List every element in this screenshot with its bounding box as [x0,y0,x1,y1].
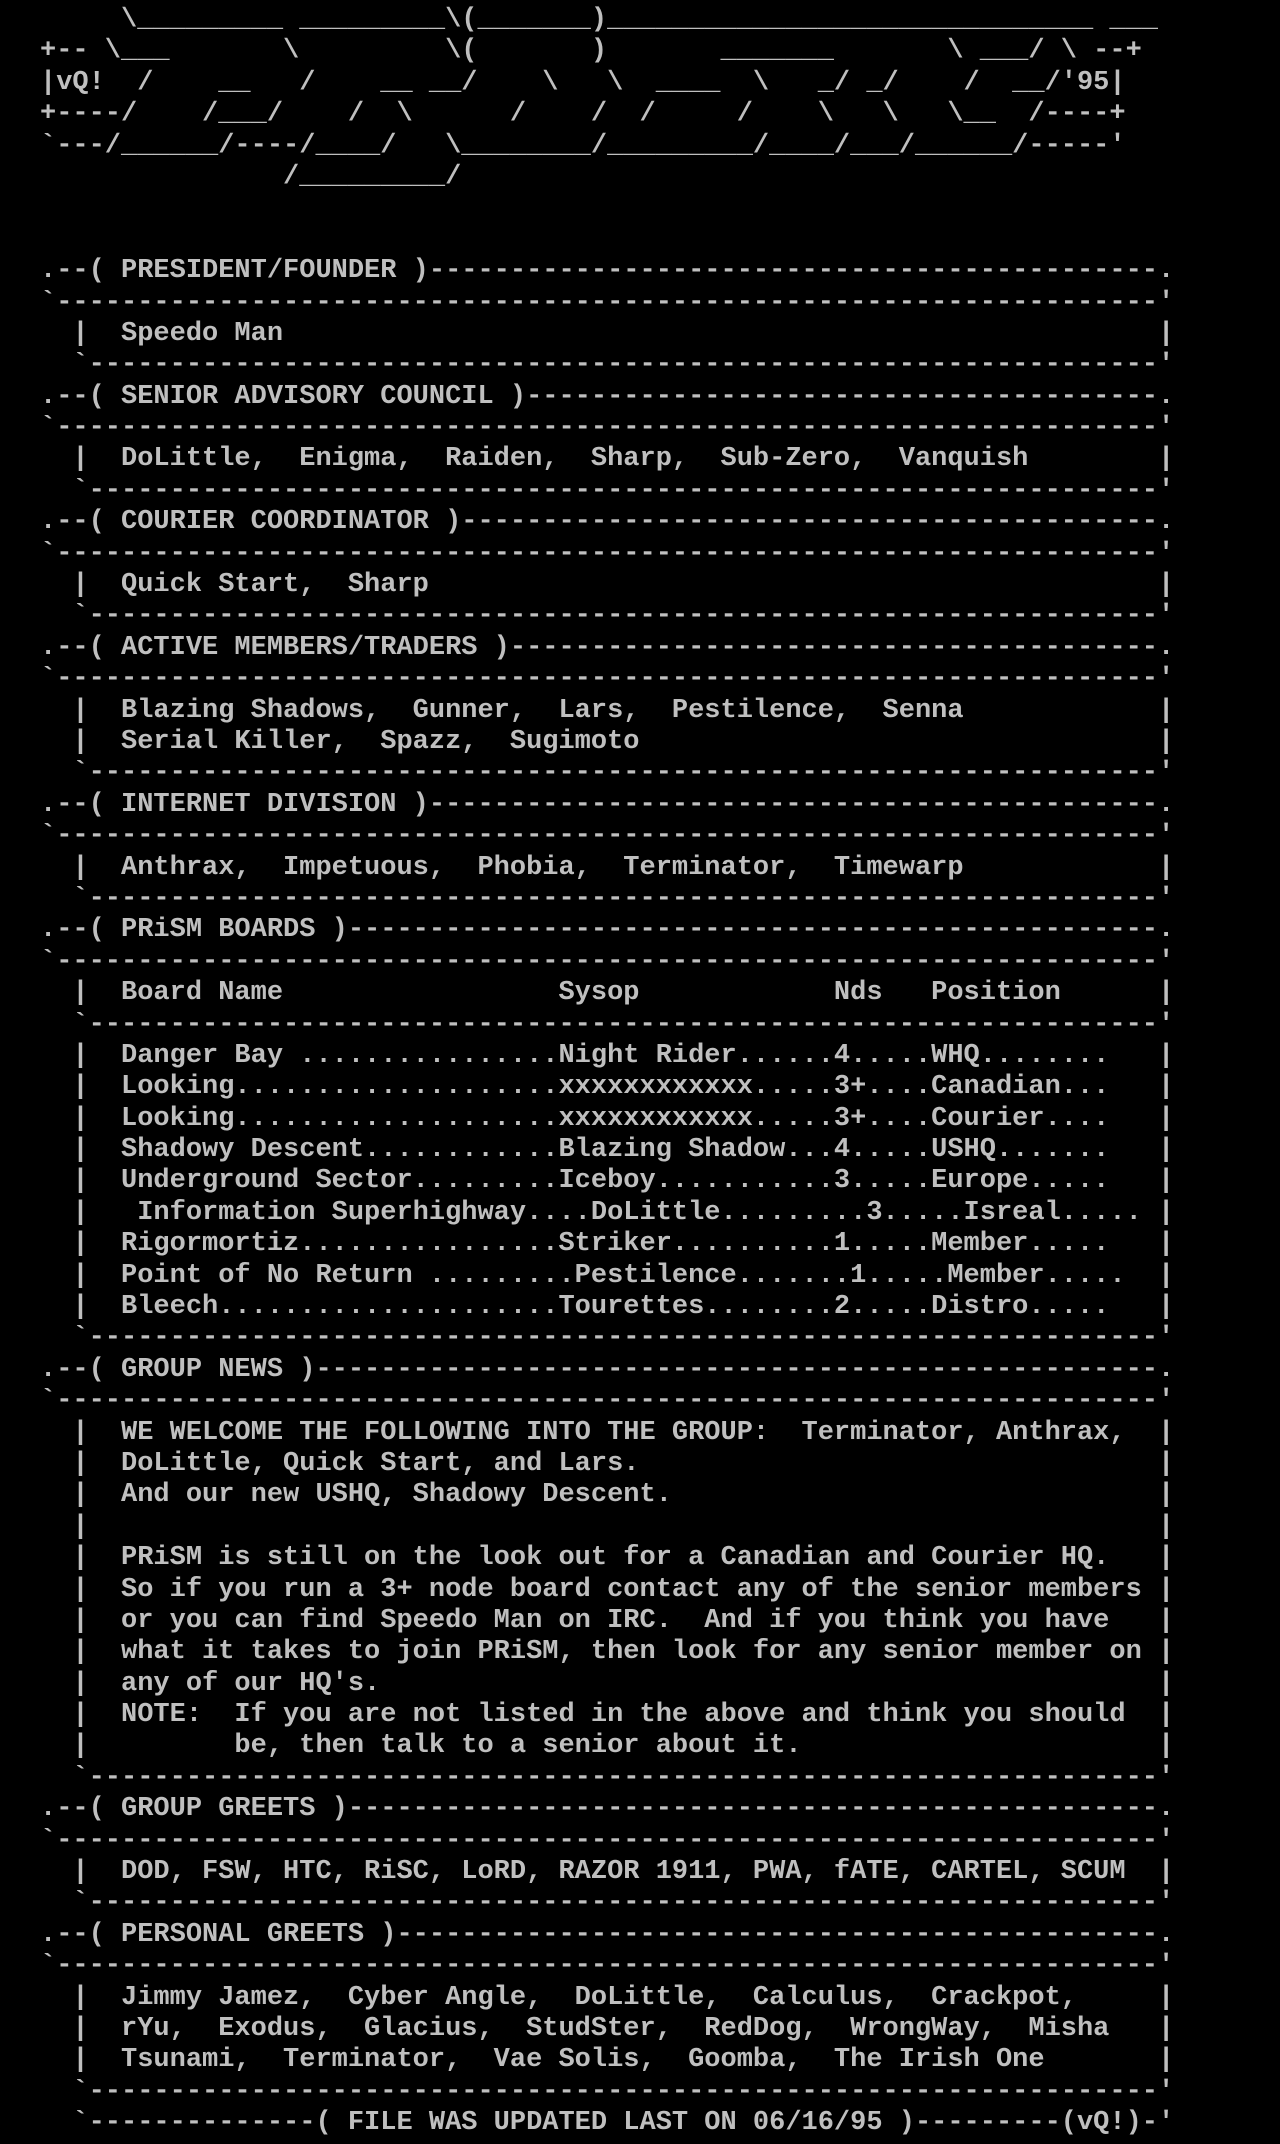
content-line: | or you can find Speedo Man on IRC. And if you think you have | [40,1605,1175,1636]
footer-line: `--------------( FILE WAS UPDATED LAST ON 06/16/95 )---------(vQ!)-' [40,2108,1175,2139]
section-title-prism-boards: .--( PRiSM BOARDS )--------------------------------------------------. [40,915,1175,946]
content-line: | be, then talk to a senior about it. | [40,1731,1175,1762]
content-line: | Point of No Return .........Pestilence.......1.....Member..... | [40,1260,1175,1291]
content-line: | Board Name Sysop Nds Position | [40,978,1175,1009]
content-line: | Underground Sector.........Iceboy...........3.....Europe..... | [40,1166,1175,1197]
border-line: `------------------------------------------------------------------' [40,1009,1175,1040]
border-line: `--------------------------------------------------------------------' [40,413,1175,444]
content-line: | rYu, Exodus, Glacius, StudSter, RedDog, WrongWay, Misha | [40,2014,1175,2044]
content-line: | And our new USHQ, Shadowy Descent. | [40,1480,1175,1511]
content-line: | Anthrax, Impetuous, Phobia, Terminator, Timewarp | [40,852,1175,883]
logo-line: |vQ! / __ / __ __/ \ \ ____ \ _/ _/ / __/'95| [40,67,1126,98]
section-title-group-news: .--( GROUP NEWS )----------------------------------------------------. [40,1354,1175,1385]
border-line: `--------------------------------------------------------------------' [40,664,1175,695]
content-line: | Bleech.....................Tourettes........2.....Distro..... | [40,1292,1175,1323]
content-line: | | [40,1511,1175,1542]
border-line: `------------------------------------------------------------------' [40,1762,1175,1793]
content-line: | DoLittle, Quick Start, and Lars. | [40,1448,1175,1479]
border-line: `------------------------------------------------------------------' [40,2076,1175,2107]
content-line: | Looking....................xxxxxxxxxxxx.....3+....Canadian... | [40,1072,1175,1103]
logo-line: /_________/ [40,161,462,192]
content-line: | Jimmy Jamez, Cyber Angle, DoLittle, Calculus, Crackpot, | [40,1982,1175,2013]
border-line: `--------------------------------------------------------------------' [40,1951,1175,1982]
border-line: `------------------------------------------------------------------' [40,883,1175,914]
content-line: | Serial Killer, Spazz, Sugimoto | [40,726,1175,757]
content-line: | WE WELCOME THE FOLLOWING INTO THE GROUP: Terminator, Anthrax, | [40,1417,1175,1448]
content-line: | So if you run a 3+ node board contact any of the senior members | [40,1574,1175,1605]
section-title-group-greets: .--( GROUP GREETS )--------------------------------------------------. [40,1794,1175,1825]
content-line: | Blazing Shadows, Gunner, Lars, Pestilence, Senna | [40,695,1175,726]
border-line: `------------------------------------------------------------------' [40,475,1175,506]
section-title-courier-coordinator: .--( COURIER COORDINATOR )-------------------------------------------. [40,507,1175,538]
border-line: `--------------------------------------------------------------------' [40,946,1175,977]
section-title-personal-greets: .--( PERSONAL GREETS )-----------------------------------------------. [40,1919,1175,1950]
border-line: `--------------------------------------------------------------------' [40,821,1175,852]
content-line: | Tsunami, Terminator, Vae Solis, Goomba, The Irish One | [40,2045,1175,2076]
content-line: | Danger Bay ................Night Rider......4.....WHQ........ | [40,1040,1175,1071]
border-line: `--------------------------------------------------------------------' [40,287,1175,318]
content-line: | Shadowy Descent............Blazing Shadow...4.....USHQ....... | [40,1135,1175,1166]
border-line: `------------------------------------------------------------------' [40,1888,1175,1919]
logo-line: +-- \___ \ \( ) _______ \ ___/ \ --+ [40,36,1142,67]
content-line: | Rigormortiz................Striker..........1.....Member..... | [40,1229,1175,1260]
content-line: | NOTE: If you are not listed in the above and think you should | [40,1700,1175,1731]
border-line: `--------------------------------------------------------------------' [40,1386,1175,1417]
content-line: | DOD, FSW, HTC, RiSC, LoRD, RAZOR 1911, PWA, fATE, CARTEL, SCUM | [40,1857,1175,1888]
border-line: `------------------------------------------------------------------' [40,601,1175,632]
border-line: `--------------------------------------------------------------------' [40,538,1175,569]
content-line: | Speedo Man | [40,318,1175,349]
content-line: | any of our HQ's. | [40,1668,1175,1699]
content-line: | Information Superhighway....DoLittle.........3.....Isreal..... | [40,1197,1175,1228]
logo-line: \_________ _________\(_______)______________________________ ___ [40,5,1158,35]
content-line: | Quick Start, Sharp | [40,570,1175,601]
section-title-internet-division: .--( INTERNET DIVISION )---------------------------------------------. [40,789,1175,820]
blank-line [40,193,1174,224]
blank-line [40,225,1174,256]
content-line: | Looking....................xxxxxxxxxxxx.....3+....Courier.... | [40,1103,1175,1134]
logo-line: `---/______/----/____/ \________/_________/____/___/______/-----' [40,130,1126,161]
content-line: | what it takes to join PRiSM, then look for any senior member on | [40,1637,1175,1668]
content-line: | PRiSM is still on the look out for a Canadian and Courier HQ. | [40,1543,1175,1574]
section-title-active-members-traders: .--( ACTIVE MEMBERS/TRADERS )----------------------------------------. [40,632,1175,663]
nfo-document [40,5,1174,2140]
border-line: `------------------------------------------------------------------' [40,1323,1175,1354]
border-line: `------------------------------------------------------------------' [40,758,1175,789]
border-line: `------------------------------------------------------------------' [40,350,1175,381]
logo-line: +----/ /___/ / \ / / / / \ \ \__ /----+ [40,99,1126,130]
section-title-senior-advisory-council: .--( SENIOR ADVISORY COUNCIL )---------------------------------------. [40,381,1175,412]
border-line: `--------------------------------------------------------------------' [40,1825,1175,1856]
section-title-president-founder: .--( PRESIDENT/FOUNDER )---------------------------------------------. [40,256,1175,287]
content-line: | DoLittle, Enigma, Raiden, Sharp, Sub-Zero, Vanquish | [40,444,1175,475]
